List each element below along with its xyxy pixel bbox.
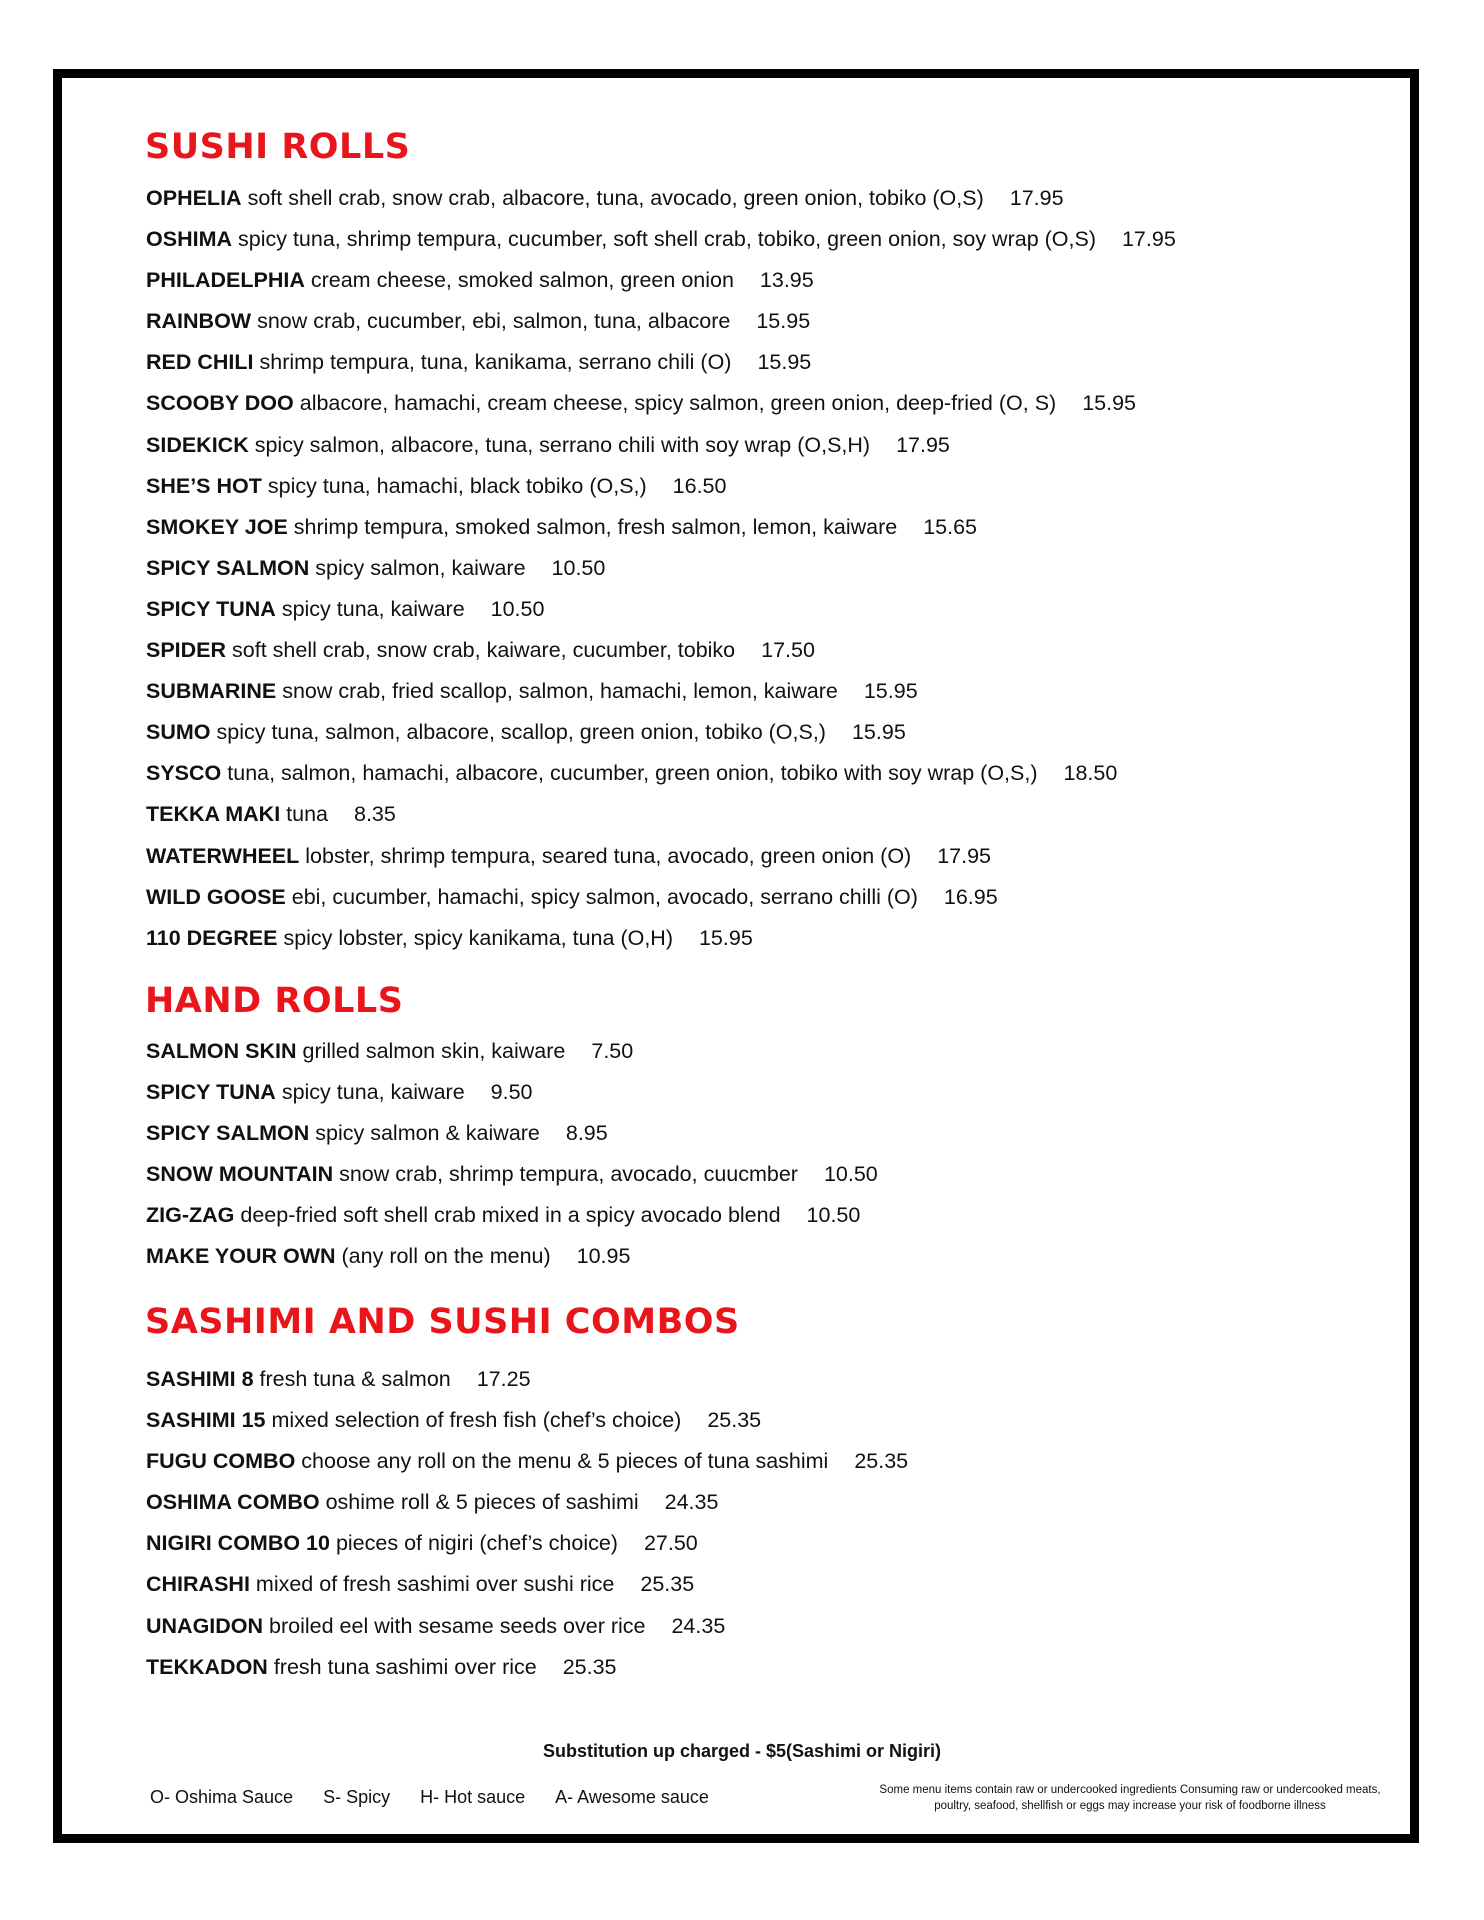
item-price: 7.50 <box>591 1039 634 1063</box>
menu-item <box>146 1359 908 1400</box>
item-price: 15.95 <box>698 925 753 950</box>
item-name: SPIDER <box>146 638 227 663</box>
menu-item <box>146 1400 908 1441</box>
item-description: tuna, salmon, hamachi, albacore, cucumber, green onion, tobiko with soy wrap (O,S,) <box>227 761 1038 786</box>
item-price: 18.50 <box>1063 761 1118 786</box>
item-description: snow crab, cucumber, ebi, salmon, tuna, albacore <box>257 309 731 334</box>
item-name: WATERWHEEL <box>146 843 300 868</box>
item-name: 110 DEGREE <box>146 925 278 950</box>
item-price: 13.95 <box>759 268 814 293</box>
item-description: spicy salmon, kaiware <box>315 555 526 580</box>
item-name: FUGU COMBO <box>146 1449 296 1474</box>
menu-item <box>146 1482 908 1523</box>
item-price: 17.95 <box>896 432 950 457</box>
item-price: 8.95 <box>565 1121 608 1146</box>
item-name: SUMO <box>146 720 211 745</box>
section-title-combos: SASHIMI AND SUSHI COMBOS <box>145 1302 740 1342</box>
menu-item <box>146 1441 908 1482</box>
item-description: fresh tuna sashimi over rice <box>273 1654 537 1679</box>
item-price: 15.95 <box>863 679 918 704</box>
item-description: lobster, shrimp tempura, seared tuna, avocado, green onion (O) <box>305 843 912 868</box>
sauce-legend <box>150 1787 709 1808</box>
item-description: snow crab, fried scallop, salmon, hamachi, lemon, kaiware <box>282 679 838 704</box>
item-description: fresh tuna & salmon <box>259 1367 451 1391</box>
item-price: 10.50 <box>551 555 606 580</box>
item-description: snow crab, shrimp tempura, avocado, cuucmber <box>339 1162 798 1187</box>
disclaimer-line-1: Some menu items contain raw or undercooked ingredients Consuming raw or undercooked meats, <box>879 1784 1381 1796</box>
item-description: soft shell crab, snow crab, albacore, tuna, avocado, green onion, tobiko (O,S) <box>247 186 984 210</box>
item-description: oshime roll & 5 pieces of sashimi <box>325 1490 639 1515</box>
disclaimer-line-2: poultry, seafood, shellfish or eggs may increase your risk of foodborne illness <box>934 1800 1326 1812</box>
item-description: mixed selection of fresh fish (chef’s choice) <box>271 1408 682 1433</box>
item-description: soft shell crab, snow crab, kaiware, cucumber, tobiko <box>232 638 736 663</box>
menu-item <box>146 630 1176 671</box>
legend-spicy: S- Spicy <box>323 1787 391 1807</box>
menu-item <box>146 1195 878 1236</box>
item-description: spicy tuna, salmon, albacore, scallop, green onion, tobiko (O,S,) <box>216 720 826 745</box>
item-name: UNAGIDON <box>146 1613 264 1638</box>
combos-list <box>146 1359 908 1688</box>
item-name: RAINBOW <box>146 309 252 334</box>
section-title-sushi-rolls: SUSHI ROLLS <box>145 127 411 167</box>
menu-item <box>146 877 1176 918</box>
item-price: 8.35 <box>354 802 396 827</box>
item-description: broiled eel with sesame seeds over rice <box>269 1613 646 1638</box>
item-price: 17.50 <box>761 638 815 663</box>
item-name: CHIRASHI <box>146 1572 250 1597</box>
item-price: 17.95 <box>1009 186 1064 210</box>
item-price: 16.50 <box>672 473 727 498</box>
item-description: shrimp tempura, smoked salmon, fresh salmon, lemon, kaiware <box>293 514 898 539</box>
item-name: SPICY SALMON <box>146 1121 310 1146</box>
item-price: 10.50 <box>490 596 545 621</box>
sushi-rolls-list <box>146 178 1176 959</box>
menu-item <box>146 794 1176 835</box>
foodborne-disclaimer <box>840 1782 1420 1814</box>
item-name: PHILADELPHIA <box>146 268 305 293</box>
item-price: 25.35 <box>640 1572 695 1597</box>
item-name: OSHIMA <box>146 227 232 252</box>
menu-item <box>146 342 1176 383</box>
item-name: TEKKADON <box>146 1654 268 1679</box>
item-price: 27.50 <box>643 1531 698 1556</box>
item-price: 25.35 <box>562 1654 617 1679</box>
menu-item <box>146 918 1176 959</box>
menu-item <box>146 1072 878 1113</box>
item-price: 16.95 <box>943 884 998 909</box>
item-name: SYSCO <box>146 761 222 786</box>
menu-item <box>146 1154 878 1195</box>
item-price: 10.95 <box>576 1244 631 1269</box>
item-name: SPICY TUNA <box>146 596 276 621</box>
item-name: SIDEKICK <box>146 432 249 457</box>
item-price: 15.65 <box>923 514 978 539</box>
menu-item <box>146 1606 908 1647</box>
item-description: shrimp tempura, tuna, kanikama, serrano chili (O) <box>259 350 732 375</box>
menu-item <box>146 507 1176 548</box>
menu-item <box>146 548 1176 589</box>
menu-item <box>146 1236 878 1277</box>
item-description: choose any roll on the menu & 5 pieces of tuna sashimi <box>301 1449 829 1474</box>
item-name: WILD GOOSE <box>146 884 286 909</box>
menu-item <box>146 753 1176 794</box>
menu-item <box>146 671 1176 712</box>
menu-item <box>146 589 1176 630</box>
menu-item <box>146 466 1176 507</box>
item-name: SASHIMI 15 <box>146 1408 266 1433</box>
item-price: 17.95 <box>937 843 991 868</box>
item-description: spicy tuna, hamachi, black tobiko (O,S,) <box>267 473 647 498</box>
menu-item <box>146 178 1176 219</box>
item-name: NIGIRI COMBO 10 <box>146 1531 330 1556</box>
menu-item <box>146 1031 878 1072</box>
item-name: SASHIMI 8 <box>146 1367 254 1391</box>
item-description: grilled salmon skin, kaiware <box>302 1039 566 1063</box>
item-name: OSHIMA COMBO <box>146 1490 320 1515</box>
item-name: SALMON SKIN <box>146 1039 297 1063</box>
item-price: 15.95 <box>756 309 811 334</box>
legend-hot-sauce: H- Hot sauce <box>420 1787 526 1807</box>
item-description: deep-fried soft shell crab mixed in a spicy avocado blend <box>240 1203 781 1228</box>
item-price: 25.35 <box>707 1408 762 1433</box>
item-name: SPICY SALMON <box>146 555 310 580</box>
item-name: SUBMARINE <box>146 679 277 704</box>
menu-item <box>146 1564 908 1605</box>
item-description: albacore, hamachi, cream cheese, spicy salmon, green onion, deep-fried (O, S) <box>299 391 1057 416</box>
menu-item <box>146 425 1176 466</box>
item-price: 9.50 <box>490 1080 533 1105</box>
item-price: 10.50 <box>823 1162 878 1187</box>
menu-item <box>146 1113 878 1154</box>
item-price: 17.95 <box>1121 227 1176 252</box>
item-description: spicy salmon & kaiware <box>315 1121 540 1146</box>
item-description: pieces of nigiri (chef’s choice) <box>335 1531 618 1556</box>
menu-item <box>146 712 1176 753</box>
hand-rolls-list <box>146 1031 878 1278</box>
item-price: 15.95 <box>1082 391 1136 416</box>
legend-awesome-sauce: A- Awesome sauce <box>555 1787 709 1807</box>
item-description: mixed of fresh sashimi over sushi rice <box>255 1572 615 1597</box>
item-name: SMOKEY JOE <box>146 514 288 539</box>
menu-item <box>146 383 1176 424</box>
section-title-hand-rolls: HAND ROLLS <box>145 981 404 1021</box>
item-name: SPICY TUNA <box>146 1080 276 1105</box>
item-name: RED CHILI <box>146 350 254 375</box>
item-price: 17.25 <box>476 1367 531 1391</box>
item-price: 15.95 <box>757 350 812 375</box>
legend-oshima-sauce: O- Oshima Sauce <box>150 1787 294 1807</box>
item-name: SCOOBY DOO <box>146 391 294 416</box>
item-price: 10.50 <box>806 1203 861 1228</box>
menu-item <box>146 1523 908 1564</box>
item-name: ZIG-ZAG <box>146 1203 235 1228</box>
item-description: (any roll on the menu) <box>341 1244 551 1269</box>
item-name: SHE’S HOT <box>146 473 262 498</box>
item-name: OPHELIA <box>146 186 242 210</box>
item-description: ebi, cucumber, hamachi, spicy salmon, avocado, serrano chilli (O) <box>291 884 918 909</box>
item-price: 15.95 <box>851 720 906 745</box>
item-name: SNOW MOUNTAIN <box>146 1162 334 1187</box>
item-description: cream cheese, smoked salmon, green onion <box>310 268 734 293</box>
item-description: spicy salmon, albacore, tuna, serrano chili with soy wrap (O,S,H) <box>254 432 871 457</box>
item-name: TEKKA MAKI <box>146 802 281 827</box>
item-description: spicy lobster, spicy kanikama, tuna (O,H) <box>283 925 673 950</box>
menu-item <box>146 260 1176 301</box>
menu-item <box>146 836 1176 877</box>
item-description: spicy tuna, kaiware <box>281 596 465 621</box>
item-description: spicy tuna, kaiware <box>281 1080 465 1105</box>
menu-item <box>146 301 1176 342</box>
item-description: tuna <box>286 802 329 827</box>
item-price: 25.35 <box>854 1449 909 1474</box>
menu-item <box>146 1647 908 1688</box>
substitution-note: Substitution up charged - $5(Sashimi or Nigiri) <box>542 1741 942 1761</box>
menu-item <box>146 219 1176 260</box>
item-description: spicy tuna, shrimp tempura, cucumber, soft shell crab, tobiko, green onion, soy wrap (O,S) <box>237 227 1096 252</box>
item-name: MAKE YOUR OWN <box>146 1244 336 1269</box>
item-price: 24.35 <box>671 1613 726 1638</box>
item-price: 24.35 <box>664 1490 719 1515</box>
